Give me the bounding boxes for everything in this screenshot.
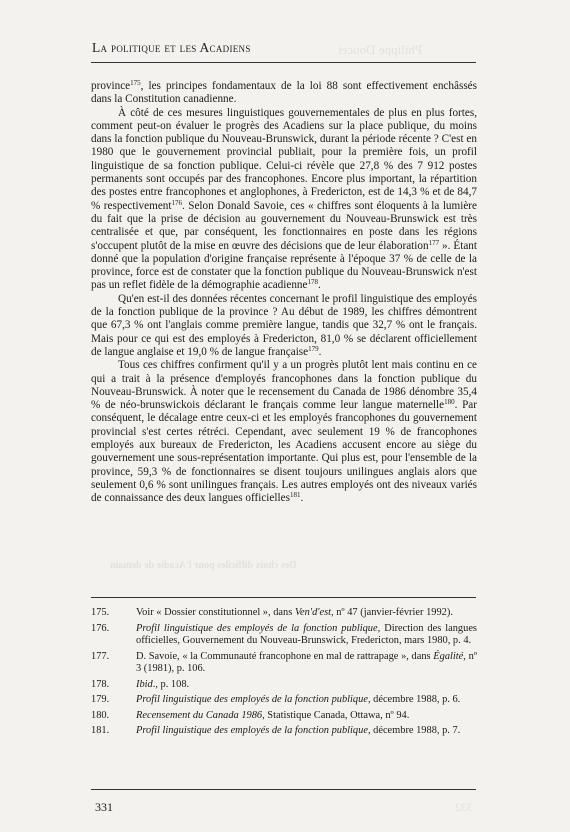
footnote-ref: 178 <box>307 278 318 287</box>
page-number: 331 <box>95 800 113 814</box>
text-run: À côté de ces mesures linguistiques gouvernementales de plus en plus fortes, comment peut-on évaluer le progrès des Acadiens sur la place publique, du moins dans la fonction publique du Nouveau-Brunswick, durant la période récente ? C'est en 1980 que le gouvernement provincial publiait, pour la première fois, un profil linguistique de sa fonction publique. Celui-ci révèle que 27,8 % des 7 912 postes permanents sont occupés par des francophones. Encore plus important, la répartition des postes entre francophones et anglophones, à Fredericton, est de 14,3 % et de 84,7 % respectivement <box>91 106 477 212</box>
text-run: , décembre 1988, p. 6. <box>367 694 461 706</box>
italic-title: Égalité <box>433 650 464 662</box>
running-head: La politique et les Acadiens <box>92 40 251 55</box>
footnote-number: 175. <box>91 607 110 618</box>
footnote <box>91 725 477 737</box>
footnotes <box>91 607 477 741</box>
footnote <box>91 623 477 648</box>
text-run: province <box>91 80 131 92</box>
footnote-text <box>136 607 477 619</box>
italic-title: Profil linguistique des employés de la fonction publique <box>136 694 368 706</box>
text-run: ». Étant donné que la population d'origine française représente à l'époque 37 % de celle de la province, force est de constater que la fonction publique du Nouveau-Brunswick n'est pas un reflet fidèle de la démographie acadienne <box>91 239 477 292</box>
footnote <box>91 679 477 691</box>
text-run: . Selon Donald Savoie, ces « chiffres sont éloquents à la lumière du fait que la prise de décision au gouvernement du Nouveau-Brunswick est très centralisée et que, par conséquent, les fonctionnaires en poste dans les régions s'occupent plutôt de la mise en œuvre des décisions que de leur élaboration <box>91 199 477 252</box>
text-run: , Direction des langues officielles, Gouvernement du Nouveau-Brunswick, Fredericton, mars 1980, p. 4. <box>136 622 477 646</box>
text-run: , Statistique Canada, Ottawa, nº 94. <box>262 709 410 721</box>
bleed-through-heading: Des choix difficiles pour l'Acadie de demain <box>110 560 297 571</box>
bleed-through-folio: 332 <box>455 800 473 814</box>
footnote-number: 181. <box>91 725 110 737</box>
text-run: Qu'en est-il des données récentes concernant le profil linguistique des employés de la fonction publique de la province ? Au début de 1989, les chiffres démontrent que 67,3 % ont l'anglais comme première langue, tandis que 32,7 % ont le français. Mais pour ce qui est des employés à Fredericton, 81,0 % se déclarent officiellement de langue anglaise et 19,0 % de langue française <box>91 292 477 358</box>
text-run: , décembre 1988, p. 7. <box>367 725 461 737</box>
text-run: , les principes fondamentaux de la loi 88 sont effectivement enchâssés dans la Constitution canadienne. <box>91 80 477 106</box>
italic-title: Ven'd'est <box>294 607 332 618</box>
header-rule <box>91 62 476 63</box>
paragraph <box>91 80 477 107</box>
body-text <box>91 80 477 506</box>
text-run: Voir « Dossier constitutionnel », dans <box>136 607 295 618</box>
footnote-ref: 179 <box>308 344 319 353</box>
footnote-text <box>136 725 477 737</box>
footnote-number: 176. <box>91 622 110 634</box>
footnote-text <box>136 651 477 676</box>
footnote-number: 177. <box>91 650 110 662</box>
footnote-ref: 181 <box>289 491 301 500</box>
footnote <box>91 607 477 619</box>
footnote-ref: 180 <box>444 398 455 407</box>
paragraph <box>91 107 477 293</box>
footnote <box>91 710 477 722</box>
text-run: Tous ces chiffres confirment qu'il y a un progrès plutôt lent mais continu en ce qui a trait à la présence d'employés francophones dans la fonction publique du Nouveau-Brunswick. À noter que le recensement du Canada de 1986 dénombre 35,4 % de néo-brunswickois déclarant le français comme leur langue maternelle <box>91 359 477 412</box>
text-run: . <box>300 492 304 505</box>
footnote-number: 180. <box>91 709 110 721</box>
footnote-ref: 176 <box>171 198 182 207</box>
text-run: . Par conséquent, le décalage entre ceux-ci et les employés francophones du gouvernement provincial s'est certes rétréci. Cependant, avec seulement 19 % de francophones employés aux bureaux de Fredericton, les Acadiens accusent encore au siège du gouvernement une sous-représentation importante. Qui plus est, pour l'ensemble de la province, 59,3 % de fonctionnaires se disent toujours unilingues anglais alors que seulement 0,6 % sont unilingues français. Les autres employés ont des niveaux variés de connaissance des deux langues officielles <box>91 399 477 505</box>
footnote-text <box>136 679 477 691</box>
italic-title: Ibid <box>136 678 153 690</box>
text-run: , nº 47 (janvier-février 1992). <box>331 607 453 618</box>
bleed-through-head: Philippe Doucet <box>338 42 423 57</box>
footnote-text <box>136 710 477 722</box>
footnote <box>91 694 477 706</box>
text-run: ., p. 108. <box>152 678 190 690</box>
footnote <box>91 651 477 676</box>
text-run: D. Savoie, « la Communauté francophone en mal de rattrapage », dans <box>136 650 434 662</box>
italic-title: Profil linguistique des employés de la fonction publique <box>136 725 368 737</box>
paragraph <box>91 293 477 359</box>
footnote-number: 178. <box>91 678 110 690</box>
text-run: . <box>318 279 321 292</box>
footnote-ref: 177 <box>428 238 440 247</box>
footnote-ref: 175 <box>130 79 141 87</box>
italic-title: Recensement du Canada 1986 <box>136 709 263 721</box>
footnote-text <box>136 623 477 648</box>
footnote-number: 179. <box>91 694 110 706</box>
footnote-rule <box>91 597 476 598</box>
italic-title: Profil linguistique des employés de la fonction publique <box>136 622 378 634</box>
footer-rule <box>91 789 476 790</box>
text-run: , nº 3 (1981), p. 106. <box>136 650 477 674</box>
text-run: . <box>318 345 322 358</box>
paragraph <box>91 359 477 505</box>
footnote-text <box>136 694 477 706</box>
